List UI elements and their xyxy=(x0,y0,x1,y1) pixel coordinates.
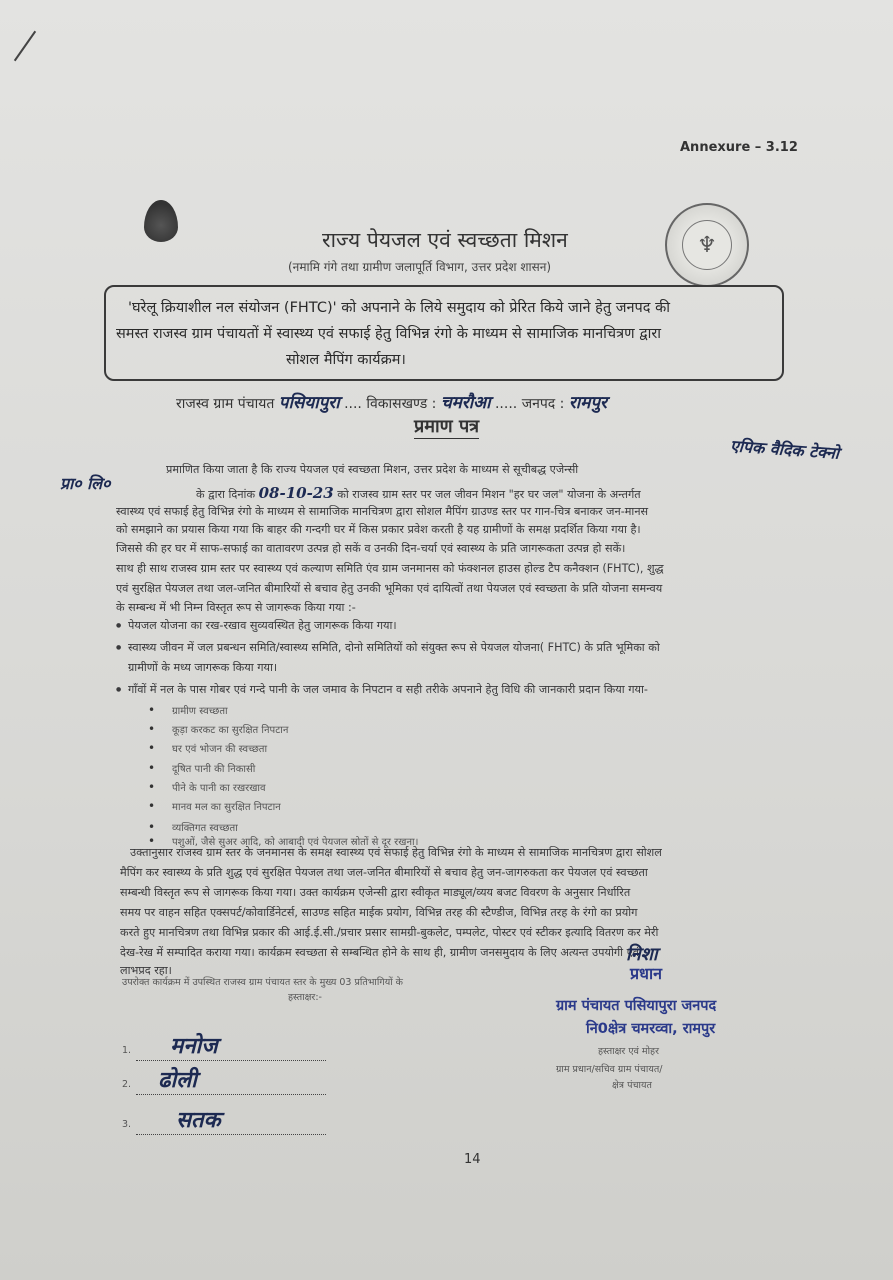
certificate-title: प्रमाण पत्र xyxy=(414,416,480,437)
sub-list-item: • दूषित पानी की निकासी xyxy=(172,761,255,775)
signatories-caption: उपरोक्त कार्यक्रम में उपस्थित राजस्व ग्राम पंचायत स्तर के मुख्य 03 प्रतिभागियों के xyxy=(122,977,403,988)
body-line: सम्बन्धी विस्तृत रूप से जागरूक किया गया। उक्त कार्यक्रम एजेन्सी द्वारा स्वीकृत माड्यूल/व्यय बजट विवरण के अनुसार निर्धारित xyxy=(120,886,631,899)
agency-handwriting: एपिक वैदिक टेक्नो xyxy=(729,436,840,463)
water-drop-logo-icon xyxy=(138,200,184,270)
body-line: उक्तानुसार राजस्व ग्राम स्तर के जनमानस के समक्ष स्वास्थ्य एवं सफाई हेतु विभिन्न रंगो के माध्यम से सामाजिक मानचित्रण द्वारा सोशल xyxy=(130,846,662,859)
body-line: करते हुए मानचित्रण तथा विभिन्न प्रकार की आई.ई.सी./प्रचार प्रसार सामग्री-बुकलेट, पम्पलेट, पोस्टर एवं स्टीकर इत्यादि वितरण कर मेरी xyxy=(120,926,659,939)
body-line: लाभप्रद रहा। xyxy=(120,964,172,977)
pradhan-stamp-line: नि0क्षेत्र चमरव्वा, रामपुर xyxy=(586,1021,716,1037)
signature-label: हस्ताक्षर एवं मोहर xyxy=(598,1046,659,1057)
annexure-label: Annexure – 3.12 xyxy=(680,140,798,155)
block-label: विकासखण्ड : xyxy=(366,396,437,412)
sub-list-item: • कूड़ा करकट का सुरक्षित निपटान xyxy=(172,722,288,736)
district-label: जनपद : xyxy=(521,396,565,412)
location-fields: राजस्व ग्राम पंचायत पसियापुरा .... विकासखण्ड : चमरौआ ..... जनपद : रामपुर xyxy=(176,393,607,413)
page-number: 14 xyxy=(464,1152,481,1167)
pradhan-stamp-title: प्रधान xyxy=(630,964,662,983)
body-line: स्वास्थ्य एवं सफाई हेतु विभिन्न रंगो के माध्यम से सामाजिक मानचित्रण द्वारा सोशल मैपिंग ग्राउण्ड स्तर पर गान-चित्र बनाकर जन-मानस xyxy=(116,505,649,518)
gram-panchayat-label: राजस्व ग्राम पंचायत xyxy=(176,396,275,412)
sub-list-item: • ग्रामीण स्वच्छता xyxy=(172,703,228,717)
date-handwriting: 08-10-23 xyxy=(258,484,334,502)
sub-list-item: • पीने के पानी का रखरखाव xyxy=(172,780,266,794)
sub-list-item: • व्यक्तिगत स्वच्छता xyxy=(172,820,238,834)
participant-signature-3: सतक xyxy=(176,1107,221,1133)
body-line: को समझाने का प्रयास किया गया कि बाहर की गन्दगी घर में किस प्रकार प्रवेश करती है यह ग्रामीणों के समक्ष प्रदर्शित किया गया है। xyxy=(116,523,641,536)
bullet-item: ● स्वास्थ्य जीवन में जल प्रबन्धन समिति/स्वास्थ्य समिति, दोनो समितियों को संयुक्त रूप से पेयजल योजना( FHTC) के प्रति भूमिका को xyxy=(128,640,660,655)
body-line: प्रमाणित किया जाता है कि राज्य पेयजल एवं स्वच्छता मिशन, उत्तर प्रदेश के माध्यम से सूचीबद्ध एजेन्सी xyxy=(166,463,579,476)
pradhan-stamp-line: ग्राम पंचायत पसियापुरा जनपद xyxy=(556,998,717,1014)
program-title-box xyxy=(104,285,784,381)
agency-handwriting-continued: प्रा० लि० xyxy=(60,474,111,493)
bullet-item: ● पेयजल योजना का रख-रखाव सुव्यवस्थित हेतु जागरूक किया गया। xyxy=(128,618,397,633)
mission-subtitle: (नमामि गंगे तथा ग्रामीण जलापूर्ति विभाग, उत्तर प्रदेश शासन) xyxy=(288,260,552,274)
signature-row-1: 1. मनोज xyxy=(122,1030,326,1061)
body-line: समय पर वाहन सहित एक्सपर्ट/कोवार्डिनेटर्स, साउण्ड सहित माईक प्रयोग, विभिन्न तरह की स्टैण्डीज, विभिन्न तरह के रंगो का प्रयोग xyxy=(120,906,638,919)
mission-title: राज्य पेयजल एवं स्वच्छता मिशन xyxy=(322,228,568,252)
body-line: एवं सुरक्षित पेयजल तथा जल-जनित बीमारियों से बचाव हेतु उनकी भूमिका एवं दायित्वों तथा पेयजल एवं स्वच्छता के प्रति योजना समन्वय xyxy=(116,582,663,595)
bullet-item-continued: ग्रामीणों के मध्य जागरूक किया गया। xyxy=(128,661,278,674)
sub-list-item: • घर एवं भोजन की स्वच्छता xyxy=(172,741,267,755)
body-line: के सम्बन्ध में भी निम्न विस्तृत रूप से जागरूक किया गया :- xyxy=(116,601,356,614)
body-line: जिससे की हर घर में साफ-सफाई का वातावरण उत्पन्न हो सकें व उनकी दिन-चर्या एवं स्वास्थ्य के प्रति जागरूकता उत्पन्न हो सकें। xyxy=(116,542,626,555)
program-line-1: 'घरेलू क्रियाशील नल संयोजन (FHTC)' को अपनाने के लिये समुदाय को प्रेरित किये जाने हेतु जनपद की xyxy=(128,300,670,316)
signature-row-2: 2. ढोली xyxy=(122,1064,326,1095)
signature-label: क्षेत्र पंचायत xyxy=(612,1080,652,1091)
block-value: चमरौआ xyxy=(440,393,491,413)
body-line: के द्वारा दिनांक 08-10-23 को राजस्व ग्राम स्तर पर जल जीवन मिशन "हर घर जल" योजना के अन्तर्गत xyxy=(196,484,641,502)
sub-list-item: • पशुओं, जैसे सुअर आदि, को आबादी एवं पेयजल स्रोतों से दूर रखना। xyxy=(172,834,418,848)
body-line: साथ ही साथ राजस्व ग्राम स्तर पर स्वास्थ्य एवं कल्याण समिति एंव ग्राम जनमानस को फंक्शनल हाउस होल्ड टैप कनैक्शन (FHTC), शुद्ध xyxy=(116,562,664,575)
participant-signature-1: मनोज xyxy=(170,1033,218,1059)
program-line-2: समस्त राजस्व ग्राम पंचायतों में स्वास्थ्य एवं सफाई हेतु विभिन्न रंगो के माध्यम से सामाजिक मानचित्रण द्वारा xyxy=(116,326,662,342)
gram-panchayat-value: पसियापुरा xyxy=(278,393,340,413)
signature-row-3: 3. सतक xyxy=(122,1104,326,1135)
sub-list-item: • मानव मल का सुरक्षित निपटान xyxy=(172,799,281,813)
bullet-item: ● गाँवों में नल के पास गोबर एवं गन्दे पानी के जल जमाव के निपटान व सही तरीके अपनाने हेतु विधि की जानकारी प्रदान किया गया- xyxy=(128,682,648,697)
up-govt-seal-icon: ♆ xyxy=(665,203,749,287)
participant-signature-2: ढोली xyxy=(158,1067,197,1093)
body-line: देख-रेख में सम्पादित कराया गया। कार्यक्रम स्वच्छता से सम्बन्धित होने के साथ ही, ग्रामीण जनसमुदाय के लिए अत्यन्त उपयोगी एवं xyxy=(120,946,640,959)
pen-mark xyxy=(14,31,36,62)
signatories-caption-2: हस्ताक्षर:- xyxy=(288,992,322,1003)
program-line-3: सोशल मैपिंग कार्यक्रम। xyxy=(286,352,406,368)
signature-label: ग्राम प्रधान/सचिव ग्राम पंचायत/ xyxy=(556,1064,663,1075)
district-value: रामपुर xyxy=(568,393,607,413)
pradhan-signature: निशा xyxy=(626,944,658,965)
body-line: मैपिंग कर स्वास्थ्य के प्रति शुद्ध एवं सुरक्षित पेयजल तथा जल-जनित बीमारियों से बचाव हेतु जन-जागरुकता कर पेयजल एवं स्वच्छता xyxy=(120,866,648,879)
